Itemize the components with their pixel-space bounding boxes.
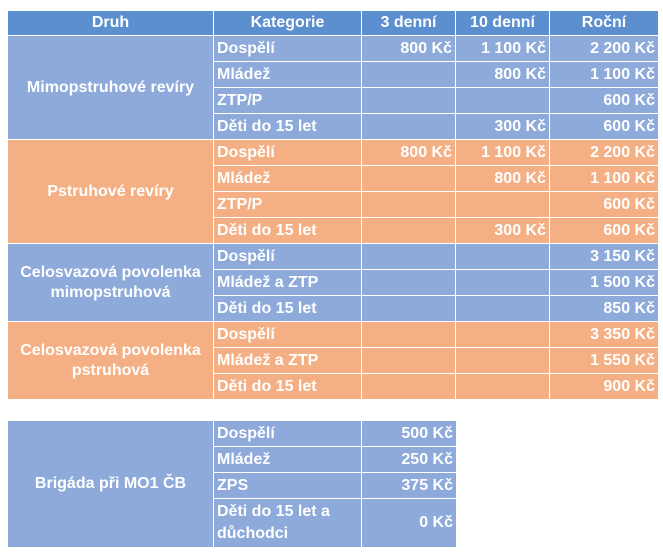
price-cell: 250 Kč <box>362 447 457 473</box>
druh-cell: Celosvazová povolenka pstruhová <box>8 322 214 400</box>
price-10-denni: 300 Kč <box>456 114 550 140</box>
kategorie-cell: Děti do 15 let <box>214 374 362 400</box>
price-10-denni: 800 Kč <box>456 62 550 88</box>
kategorie-cell: Mládež a ZTP <box>214 270 362 296</box>
table-row <box>8 244 659 270</box>
price-10-denni <box>456 88 550 114</box>
druh-cell: Pstruhové revíry <box>8 140 214 244</box>
price-cell: 0 Kč <box>362 499 457 548</box>
price-3-denni: 800 Kč <box>362 140 456 166</box>
price-cell: 375 Kč <box>362 473 457 499</box>
kategorie-cell: Mládež <box>214 62 362 88</box>
price-rocni: 600 Kč <box>550 88 659 114</box>
price-rocni: 2 200 Kč <box>550 140 659 166</box>
table-row <box>8 36 659 62</box>
table-row <box>8 140 659 166</box>
price-rocni: 600 Kč <box>550 192 659 218</box>
price-rocni: 1 500 Kč <box>550 270 659 296</box>
header-row <box>8 11 659 36</box>
kategorie-cell: ZTP/P <box>214 88 362 114</box>
header-3-denni: 3 denní <box>362 11 456 36</box>
price-rocni: 600 Kč <box>550 218 659 244</box>
price-10-denni: 300 Kč <box>456 218 550 244</box>
kategorie-cell: Dospělí <box>214 140 362 166</box>
price-3-denni: 800 Kč <box>362 36 456 62</box>
price-3-denni <box>362 374 456 400</box>
price-3-denni <box>362 348 456 374</box>
price-rocni: 900 Kč <box>550 374 659 400</box>
kategorie-cell: Dospělí <box>214 36 362 62</box>
price-10-denni <box>456 296 550 322</box>
price-rocni: 600 Kč <box>550 114 659 140</box>
price-10-denni <box>456 244 550 270</box>
price-3-denni <box>362 322 456 348</box>
price-rocni: 1 550 Kč <box>550 348 659 374</box>
price-10-denni: 800 Kč <box>456 166 550 192</box>
kategorie-cell: Mládež <box>214 447 362 473</box>
price-10-denni <box>456 270 550 296</box>
price-3-denni <box>362 192 456 218</box>
kategorie-cell: Děti do 15 let <box>214 218 362 244</box>
price-10-denni <box>456 192 550 218</box>
druh-cell: Celosvazová povolenka mimopstruhová <box>8 244 214 322</box>
table-row <box>8 421 457 447</box>
price-3-denni <box>362 62 456 88</box>
brigada-table <box>7 420 457 548</box>
price-cell: 500 Kč <box>362 421 457 447</box>
price-10-denni <box>456 348 550 374</box>
kategorie-cell: Děti do 15 let a důchodci <box>214 499 362 548</box>
price-10-denni <box>456 374 550 400</box>
price-10-denni: 1 100 Kč <box>456 36 550 62</box>
price-10-denni: 1 100 Kč <box>456 140 550 166</box>
price-3-denni <box>362 218 456 244</box>
kategorie-cell: Mládež a ZTP <box>214 348 362 374</box>
price-3-denni <box>362 88 456 114</box>
kategorie-cell: Dospělí <box>214 322 362 348</box>
price-rocni: 1 100 Kč <box>550 62 659 88</box>
price-3-denni <box>362 114 456 140</box>
kategorie-cell: Dospělí <box>214 421 362 447</box>
price-rocni: 3 150 Kč <box>550 244 659 270</box>
kategorie-cell: ZTP/P <box>214 192 362 218</box>
fee-table <box>7 10 659 400</box>
header-druh: Druh <box>8 11 214 36</box>
kategorie-cell: Mládež <box>214 166 362 192</box>
druh-cell: Mimopstruhové revíry <box>8 36 214 140</box>
price-3-denni <box>362 296 456 322</box>
header-kategorie: Kategorie <box>214 11 362 36</box>
kategorie-cell: Děti do 15 let <box>214 114 362 140</box>
price-rocni: 2 200 Kč <box>550 36 659 62</box>
price-3-denni <box>362 166 456 192</box>
price-3-denni <box>362 270 456 296</box>
price-3-denni <box>362 244 456 270</box>
price-10-denni <box>456 322 550 348</box>
header-10-denni: 10 denní <box>456 11 550 36</box>
price-rocni: 3 350 Kč <box>550 322 659 348</box>
brigada-druh-cell: Brigáda při MO1 ČB <box>8 421 214 548</box>
price-rocni: 850 Kč <box>550 296 659 322</box>
table-row <box>8 322 659 348</box>
price-rocni: 1 100 Kč <box>550 166 659 192</box>
kategorie-cell: Dospělí <box>214 244 362 270</box>
header-rocni: Roční <box>550 11 659 36</box>
kategorie-cell: ZPS <box>214 473 362 499</box>
kategorie-cell: Děti do 15 let <box>214 296 362 322</box>
